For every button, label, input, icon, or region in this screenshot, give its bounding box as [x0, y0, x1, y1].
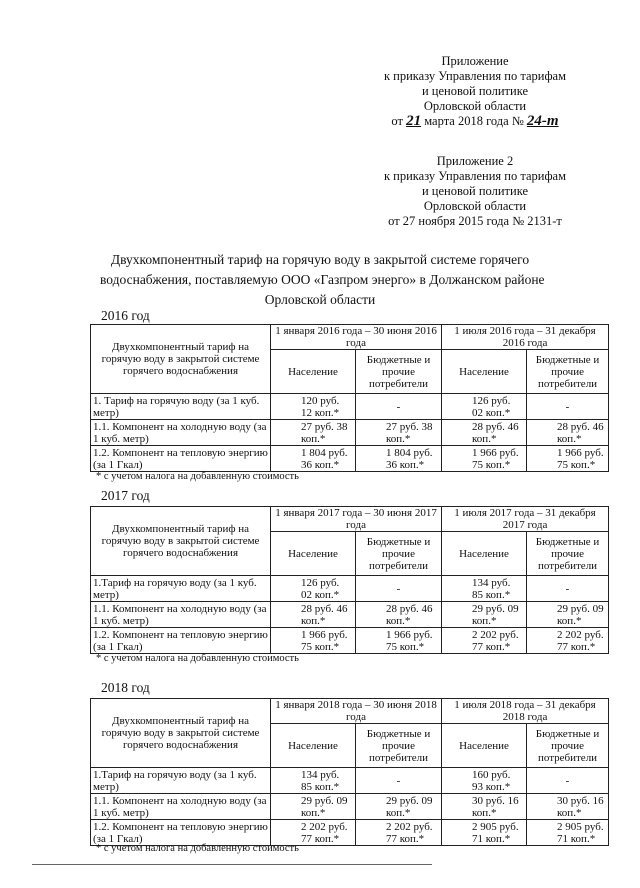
vat-note: * с учетом налога на добавленную стоимость	[96, 843, 299, 854]
cell-value: -	[356, 576, 442, 602]
tariff-table-2017	[90, 506, 609, 654]
title-line: водоснабжения, поставляемую ООО «Газпром энерго» в Должанском районе	[100, 272, 545, 287]
appendix1-line: Орловской области	[423, 99, 527, 113]
cell-value: 134 руб. 85 коп.*	[442, 576, 527, 602]
handwritten-number: 24-т	[526, 113, 559, 129]
appendix-block-2	[360, 154, 590, 229]
cell-value: 126 руб. 02 коп.*	[442, 394, 527, 420]
row-label: 1.2. Компонент на тепловую энергию (за 1 Гкал)	[91, 628, 271, 654]
cell-value: 2 202 руб. 77 коп.*	[356, 820, 442, 846]
col-budget: Бюджетные и прочие потребители	[356, 350, 442, 394]
cell-value: 160 руб. 93 коп.*	[442, 768, 527, 794]
col-population: Население	[271, 532, 356, 576]
cell-value: 2 905 руб. 71 коп.*	[527, 820, 609, 846]
title-line: Двухкомпонентный тариф на горячую воду в закрытой системе горячего	[110, 252, 530, 267]
table-row	[91, 420, 609, 446]
appendix2-line: к приказу Управления по тарифам	[383, 169, 567, 183]
year-heading: 2016 год	[101, 308, 150, 323]
table-row	[91, 446, 609, 472]
cell-value: 1 966 руб. 75 коп.*	[527, 446, 609, 472]
title-line: Орловской области	[264, 292, 376, 307]
cell-value: 2 202 руб. 77 коп.*	[527, 628, 609, 654]
footer-rule	[32, 864, 432, 865]
appendix1-line: к приказу Управления по тарифам	[383, 69, 567, 83]
table-row	[91, 794, 609, 820]
header-label: Двухкомпонентный тариф на горячую воду в закрытой системе горячего водоснабжения	[91, 325, 271, 394]
year-heading: 2017 год	[101, 488, 150, 503]
date-prefix: от	[391, 114, 403, 128]
row-label: 1.2. Компонент на тепловую энергию (за 1 Гкал)	[91, 446, 271, 472]
appendix1-date	[360, 114, 590, 129]
cell-value: 28 руб. 46 коп.*	[271, 602, 356, 628]
table-row	[91, 820, 609, 846]
period-header: 1 января 2016 года – 30 июня 2016 года	[271, 325, 442, 350]
cell-value: 27 руб. 38 коп.*	[271, 420, 356, 446]
col-budget: Бюджетные и прочие потребители	[356, 532, 442, 576]
year-heading: 2018 год	[101, 680, 150, 695]
cell-value: -	[527, 576, 609, 602]
cell-value: 1 804 руб. 36 коп.*	[271, 446, 356, 472]
cell-value: 27 руб. 38 коп.*	[356, 420, 442, 446]
cell-value: 134 руб. 85 коп.*	[271, 768, 356, 794]
cell-value: 1 966 руб. 75 коп.*	[271, 628, 356, 654]
document-title	[100, 250, 545, 310]
header-label: Двухкомпонентный тариф на горячую воду в закрытой системе горячего водоснабжения	[91, 699, 271, 768]
cell-value: 126 руб. 02 коп.*	[271, 576, 356, 602]
cell-value: 1 966 руб. 75 коп.*	[442, 446, 527, 472]
col-population: Население	[442, 532, 527, 576]
row-label: 1.1. Компонент на холодную воду (за 1 куб. метр)	[91, 794, 271, 820]
cell-value: -	[356, 768, 442, 794]
appendix2-line: Приложение 2	[436, 154, 514, 168]
cell-value: -	[527, 394, 609, 420]
cell-value: 2 202 руб. 77 коп.*	[271, 820, 356, 846]
row-label: 1.1. Компонент на холодную воду (за 1 куб. метр)	[91, 602, 271, 628]
appendix1-line: Приложение	[441, 54, 509, 68]
appendix2-line: от 27 ноября 2015 года № 2131-т	[388, 214, 562, 228]
col-budget: Бюджетные и прочие потребители	[527, 724, 609, 768]
appendix2-line: Орловской области	[423, 199, 527, 213]
cell-value: 30 руб. 16 коп.*	[527, 794, 609, 820]
vat-note: * с учетом налога на добавленную стоимость	[96, 653, 299, 664]
col-population: Население	[271, 350, 356, 394]
cell-value: 1 804 руб. 36 коп.*	[356, 446, 442, 472]
appendix-block-1	[360, 54, 590, 129]
cell-value: 30 руб. 16 коп.*	[442, 794, 527, 820]
cell-value: 29 руб. 09 коп.*	[271, 794, 356, 820]
cell-value: 28 руб. 46 коп.*	[527, 420, 609, 446]
row-label: 1.Тариф на горячую воду (за 1 куб. метр)	[91, 576, 271, 602]
table-row	[91, 768, 609, 794]
cell-value: -	[527, 768, 609, 794]
tariff-table-2018	[90, 698, 609, 846]
handwritten-day: 21	[406, 113, 422, 129]
cell-value: 2 905 руб. 71 коп.*	[442, 820, 527, 846]
row-label: 1.1. Компонент на холодную воду (за 1 куб. метр)	[91, 420, 271, 446]
table-row	[91, 628, 609, 654]
date-mid: марта 2018 года №	[424, 114, 524, 128]
table-header-row	[91, 699, 609, 724]
table-row	[91, 602, 609, 628]
cell-value: 28 руб. 46 коп.*	[442, 420, 527, 446]
row-label: 1.Тариф на горячую воду (за 1 куб. метр)	[91, 768, 271, 794]
table-header-row	[91, 325, 609, 350]
cell-value: 28 руб. 46 коп.*	[356, 602, 442, 628]
period-header: 1 июля 2016 года – 31 декабря 2016 года	[442, 325, 609, 350]
period-header: 1 января 2017 года – 30 июня 2017 года	[271, 507, 442, 532]
period-header: 1 января 2018 года – 30 июня 2018 года	[271, 699, 442, 724]
header-label: Двухкомпонентный тариф на горячую воду в закрытой системе горячего водоснабжения	[91, 507, 271, 576]
cell-value: 29 руб. 09 коп.*	[527, 602, 609, 628]
vat-note: * с учетом налога на добавленную стоимость	[96, 471, 299, 482]
table-row	[91, 394, 609, 420]
col-population: Население	[271, 724, 356, 768]
cell-value: 120 руб. 12 коп.*	[271, 394, 356, 420]
cell-value: 1 966 руб. 75 коп.*	[356, 628, 442, 654]
row-label: 1. Тариф на горячую воду (за 1 куб. метр)	[91, 394, 271, 420]
table-header-row	[91, 507, 609, 532]
appendix1-line: и ценовой политике	[421, 84, 529, 98]
cell-value: 2 202 руб. 77 коп.*	[442, 628, 527, 654]
tariff-table-2016	[90, 324, 609, 472]
table-row	[91, 576, 609, 602]
col-budget: Бюджетные и прочие потребители	[356, 724, 442, 768]
period-header: 1 июля 2017 года – 31 декабря 2017 года	[442, 507, 609, 532]
cell-value: 29 руб. 09 коп.*	[442, 602, 527, 628]
period-header: 1 июля 2018 года – 31 декабря 2018 года	[442, 699, 609, 724]
col-population: Население	[442, 724, 527, 768]
row-label: 1.2. Компонент на тепловую энергию (за 1 Гкал)	[91, 820, 271, 846]
col-budget: Бюджетные и прочие потребители	[527, 532, 609, 576]
cell-value: 29 руб. 09 коп.*	[356, 794, 442, 820]
col-population: Население	[442, 350, 527, 394]
appendix2-line: и ценовой политике	[421, 184, 529, 198]
cell-value: -	[356, 394, 442, 420]
col-budget: Бюджетные и прочие потребители	[527, 350, 609, 394]
